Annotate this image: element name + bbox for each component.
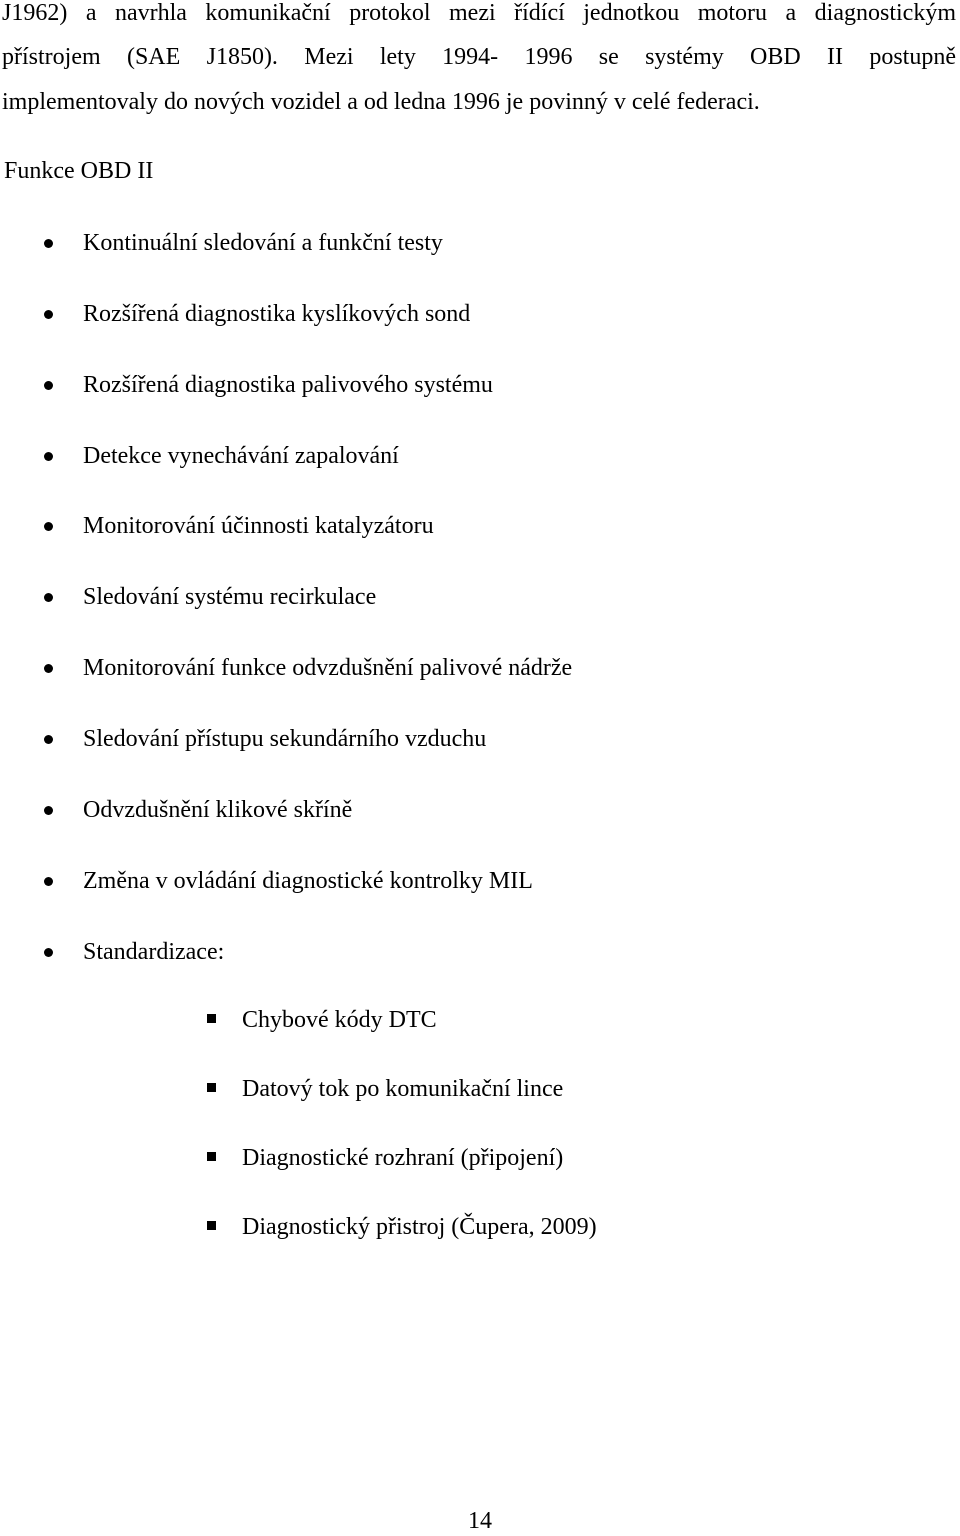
square-bullet-icon — [207, 1221, 216, 1230]
bullet-icon — [44, 593, 53, 602]
square-bullet-icon — [207, 1152, 216, 1161]
sub-list-item-label: Datový tok po komunikační lince — [242, 1076, 564, 1102]
list-item-label: Odvzdušnění klikové skříně — [83, 797, 353, 823]
list-item-label: Rozšířená diagnostika kyslíkových sond — [83, 301, 471, 327]
bullet-icon — [44, 948, 53, 957]
paragraph-line: implementovaly do nových vozidel a od ledna 1996 je povinný v celé federaci. — [2, 89, 760, 115]
square-bullet-icon — [207, 1014, 216, 1023]
list-item-label: Rozšířená diagnostika palivového systému — [83, 372, 493, 398]
bullet-icon — [44, 452, 53, 461]
bullet-icon — [44, 806, 53, 815]
page-number: 14 — [468, 1508, 492, 1534]
paragraph-line: J1962) a navrhla komunikační protokol mezi řídící jednotkou motoru a diagnostickým — [2, 0, 956, 26]
section-heading: Funkce OBD II — [4, 158, 154, 184]
sub-list-item-label: Chybové kódy DTC — [242, 1007, 437, 1033]
bullet-icon — [44, 310, 53, 319]
list-item-label: Standardizace: — [83, 939, 225, 965]
list-item-label: Změna v ovládání diagnostické kontrolky MIL — [83, 868, 533, 894]
bullet-icon — [44, 877, 53, 886]
square-bullet-icon — [207, 1083, 216, 1092]
sub-list-item-label: Diagnostický přistroj (Čupera, 2009) — [242, 1214, 597, 1240]
bullet-icon — [44, 664, 53, 673]
bullet-icon — [44, 381, 53, 390]
list-item-label: Monitorování účinnosti katalyzátoru — [83, 513, 434, 539]
bullet-icon — [44, 735, 53, 744]
list-item-label: Sledování přístupu sekundárního vzduchu — [83, 726, 487, 752]
paragraph-line: přístrojem (SAE J1850). Mezi lety 1994- 1996 se systémy OBD II postupně — [2, 44, 956, 70]
list-item-label: Sledování systému recirkulace — [83, 584, 377, 610]
bullet-icon — [44, 522, 53, 531]
list-item-label: Kontinuální sledování a funkční testy — [83, 230, 443, 256]
list-item-label: Detekce vynechávání zapalování — [83, 443, 399, 469]
sub-list-item-label: Diagnostické rozhraní (připojení) — [242, 1145, 564, 1171]
list-item-label: Monitorování funkce odvzdušnění palivové nádrže — [83, 655, 573, 681]
bullet-icon — [44, 239, 53, 248]
